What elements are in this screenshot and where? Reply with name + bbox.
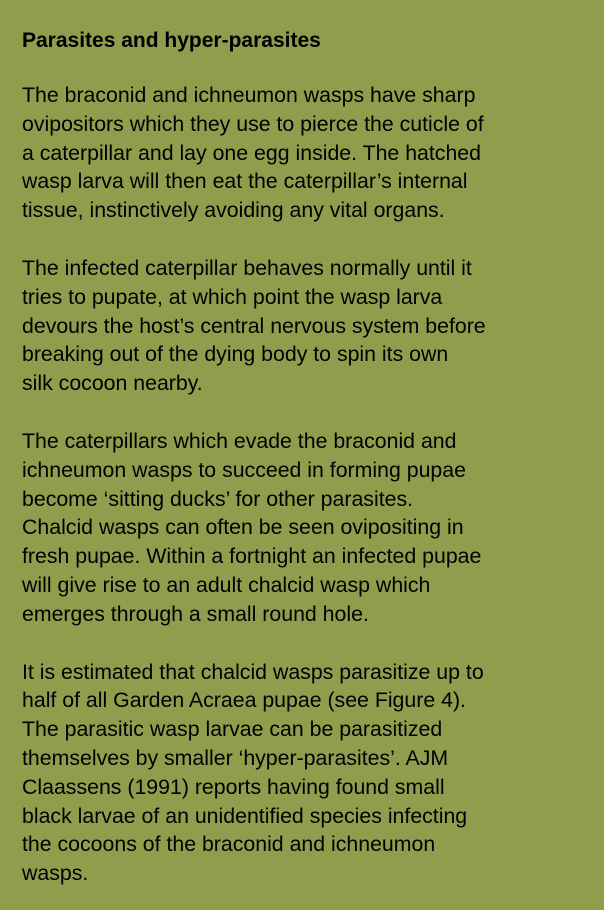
text-line: Chalcid wasps can often be seen ovipositing in — [22, 515, 464, 540]
text-line: become ‘sitting ducks’ for other parasites. — [22, 486, 414, 511]
text-line: the cocoons of the braconid and ichneumon — [22, 832, 436, 857]
text-line: breaking out of the dying body to spin its own — [22, 342, 449, 367]
paragraph-oviposition — [22, 81, 588, 225]
text-line: black larvae of an unidentified species infecting — [22, 803, 468, 828]
text-line: themselves by smaller ‘hyper-parasites’. AJM — [22, 745, 449, 770]
text-line: a caterpillar and lay one egg inside. The hatched — [22, 140, 481, 165]
text-line: It is estimated that chalcid wasps parasitize up to — [22, 659, 484, 684]
text-line: The infected caterpillar behaves normally until it — [22, 255, 472, 280]
text-line: The caterpillars which evade the braconid and — [22, 428, 457, 453]
text-line: wasps. — [22, 861, 89, 886]
text-line: Claassens (1991) reports having found small — [22, 774, 445, 799]
text-line: wasp larva will then eat the caterpillar’s internal — [22, 169, 468, 194]
text-line: will give rise to an adult chalcid wasp which — [22, 572, 431, 597]
text-line: half of all Garden Acraea pupae (see Figure 4). — [22, 688, 466, 713]
text-line: ichneumon wasps to succeed in forming pupae — [22, 457, 466, 482]
text-line: tissue, instinctively avoiding any vital organs. — [22, 198, 445, 223]
text-line: emerges through a small round hole. — [22, 601, 369, 626]
text-line: tries to pupate, at which point the wasp larva — [22, 284, 443, 309]
text-line: ovipositors which they use to pierce the cuticle of — [22, 111, 484, 136]
section-title: Parasites and hyper-parasites — [22, 29, 321, 52]
text-line: devours the host’s central nervous system before — [22, 313, 486, 338]
text-line: fresh pupae. Within a fortnight an infected pupae — [22, 544, 482, 569]
paragraph-infected-caterpillar — [22, 254, 588, 398]
paragraph-hyper-parasites — [22, 658, 588, 888]
paragraph-chalcid-wasps — [22, 427, 588, 629]
text-line: The parasitic wasp larvae can be parasitized — [22, 717, 443, 742]
text-line: silk cocoon nearby. — [22, 371, 203, 396]
text-line: The braconid and ichneumon wasps have sharp — [22, 83, 476, 107]
